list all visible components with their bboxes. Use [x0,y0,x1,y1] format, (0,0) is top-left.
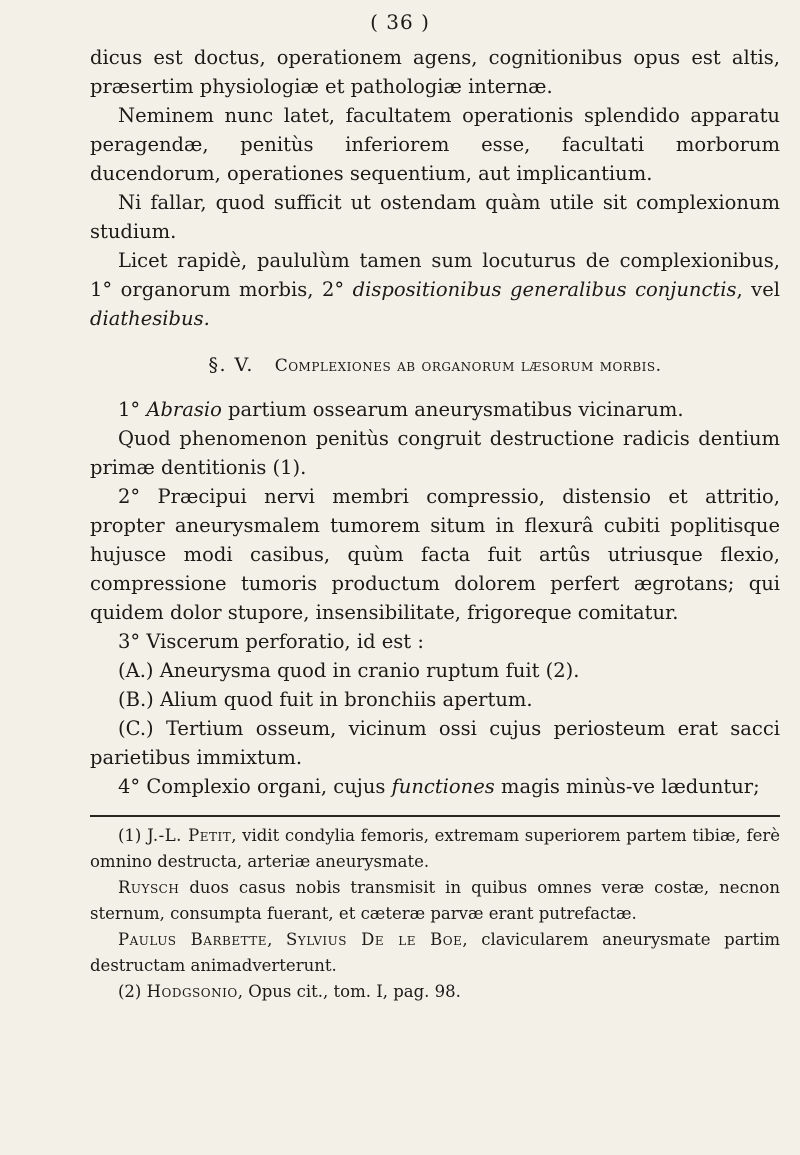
item-perforatio: 3° Viscerum perforatio, id est : [118,630,424,653]
subitem-a: (A.) Aneurysma quod in cranio ruptum fuit (2). [118,659,580,682]
section-title: Complexiones ab organorum læsorum morbis. [274,356,662,376]
item-abrasio: 1° Abrasio partium ossearum aneurysmatibus vicinarum. [118,398,684,421]
section-heading [90,351,780,381]
paragraph-neminem: Neminem nunc latet, facultatem operationis splendido apparatu peragendæ, penitùs inferiorem esse, facultati morborum ducendorum, operationes sequentium, aut implicantium. [90,104,780,185]
paragraph-ni-fallar: Ni fallar, quod sufficit ut ostendam quàm utile sit complexionum studium. [90,191,780,243]
footnote-divider [90,815,780,817]
footnote-2: (2) Hodgsonio, Opus cit., tom. I, pag. 98. [118,982,461,1001]
subitem-b: (B.) Alium quod fuit in bronchiis apertum. [118,688,533,711]
paragraph-licet: Licet rapidè, paululùm tamen sum locuturus de complexionibus, 1° organorum morbis, 2° dispositionibus generalibus conjunctis, vel diathesibus. [90,249,780,330]
section-number: §. V. [208,354,254,376]
footnote-1: (1) J.-L. Petit, vidit condylia femoris, extremam superiorem partem tibiæ, ferè omnino destructa, arteriæ aneurysmate. [90,826,780,871]
footnote-barbette: Paulus Barbette, Sylvius De le Boe, clavicularem aneurysmate partim destructam animadverterunt. [90,930,780,975]
footnote-ruysch: Ruysch duos casus nobis transmisit in quibus omnes veræ costæ, necnon sternum, consumpta fuerant, et cæteræ parvæ erant putrefactæ. [90,878,780,923]
item-complexio: 4° Complexio organi, cujus functiones magis minùs-ve læduntur; [118,775,760,798]
subitem-c: (C.) Tertium osseum, vicinum ossi cujus periosteum erat sacci parietibus immixtum. [90,717,780,769]
paragraph-intro: dicus est doctus, operationem agens, cognitionibus opus est altis, præsertim physiologiæ et pathologiæ internæ. [90,46,780,98]
footnotes [90,823,780,1005]
paragraph-phenomenon: Quod phenomenon penitùs congruit destructione radicis dentium primæ dentitionis (1). [90,427,780,479]
page-number: ( 36 ) [370,10,430,34]
item-compressio: 2° Præcipui nervi membri compressio, distensio et attritio, propter aneurysmalem tumorem situm in flexurâ cubiti poplitisque hujusce modi casibus, quùm facta fuit artûs utriusque flexio, compressione tumoris productum dolorem perfert ægrotans; qui quidem dolor stupore, insensibilitate, frigoreque comitatur. [90,485,780,624]
main-text [90,43,780,1005]
